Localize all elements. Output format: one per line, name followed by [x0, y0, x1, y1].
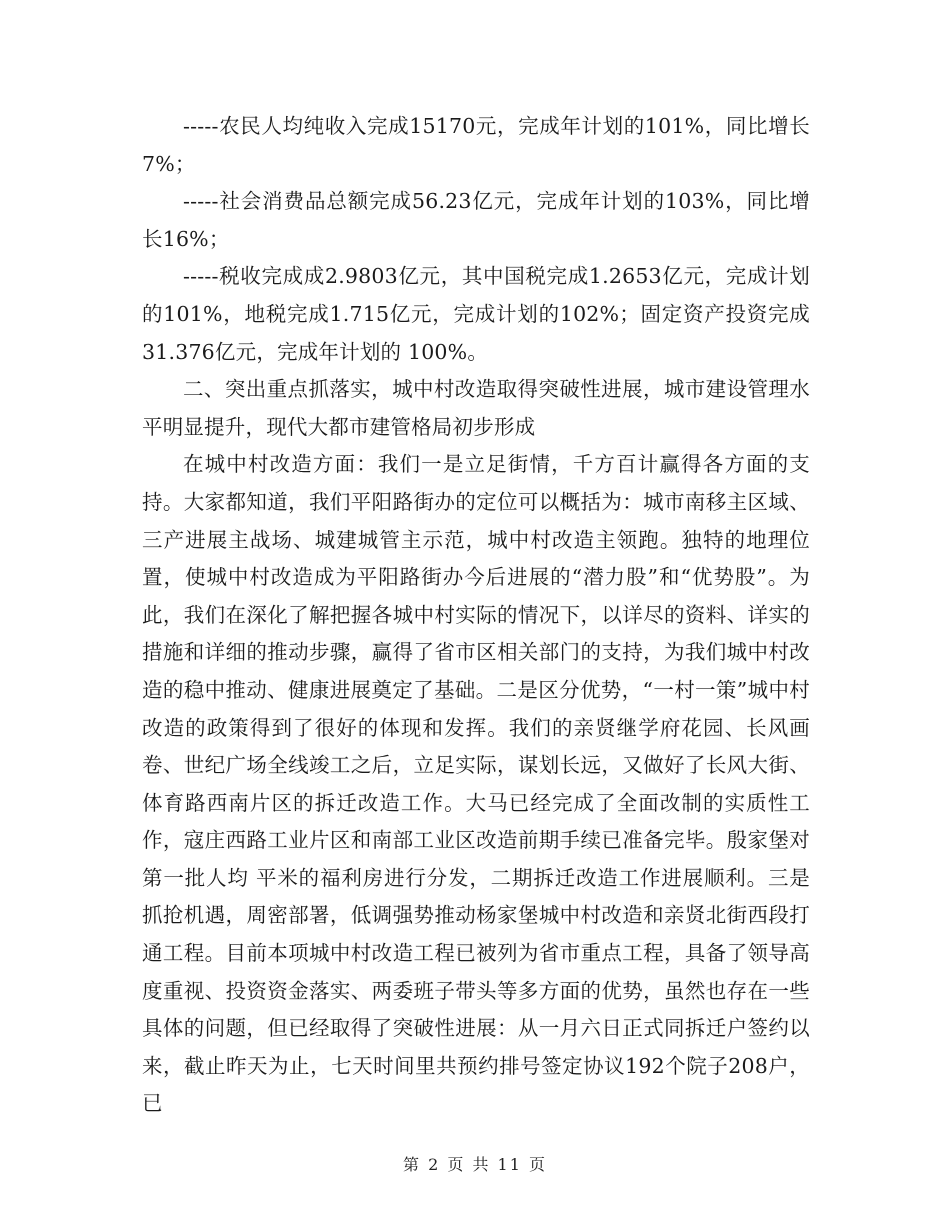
paragraph-consumer-goods: -----社会消费品总额完成56.23亿元，完成年计划的103%，同比增长16%；: [142, 189, 810, 251]
document-body: [142, 108, 810, 1123]
page-footer: 第 2 页 共 11 页: [403, 1155, 547, 1174]
paragraph-farmer-income: -----农民人均纯收入完成15170元，完成年计划的101%，同比增长7%；: [142, 114, 810, 176]
paragraph-tax-revenue: -----税收完成成2.9803亿元，其中国税完成1.2653亿元，完成计划的101%，地税完成1.715亿元，完成计划的102%；固定资产投资完成 31.376亿元，完成年计划的 100%。: [142, 264, 810, 364]
paragraph-section-heading: 二、突出重点抓落实，城中村改造取得突破性进展，城市建设管理水平明显提升，现代大都市建管格局初步形成: [142, 377, 810, 439]
paragraph-village-renovation: 在城中村改造方面：我们一是立足街情，千方百计赢得各方面的支持。大家都知道，我们平阳路街办的定位可以概括为：城市南移主区域、三产进展主战场、城建城管主示范，城中村改造主领跑。独特的地理位置，使城中村改造成为平阳路街办今后进展的“潜力股”和“优势股”。为此，我们在深化了解把握各城中村实际的情况下，以详尽的资料、详实的措施和详细的推动步骤，赢得了省市区相关部门的支持，为我们城中村改造的稳中推动、健康进展奠定了基础。二是区分优势，“一村一策”城中村改造的政策得到了很好的体现和发挥。我们的亲贤继学府花园、长风画卷、世纪广场全线竣工之后，立足实际，谋划长远，又做好了长风大街、体育路西南片区的拆迁改造工作。大马已经完成了全面改制的实质性工作，寇庄西路工业片区和南部工业区改造前期手续已准备完毕。殷家堡对第一批人均 平米的福利房进行分发，二期拆迁改造工作进展顺利。三是抓抢机遇，周密部署，低调强势推动杨家堡城中村改造和亲贤北街西段打通工程。目前本项城中村改造工程已被列为省市重点工程，具备了领导高度重视、投资资金落实、两委班子带头等多方面的优势，虽然也存在一些具体的问题，但已经取得了突破性进展：从一月六日正式同拆迁户签约以来，截止昨天为止，七天时间里共预约排号签定协议192个院子208户，已: [142, 452, 810, 1116]
